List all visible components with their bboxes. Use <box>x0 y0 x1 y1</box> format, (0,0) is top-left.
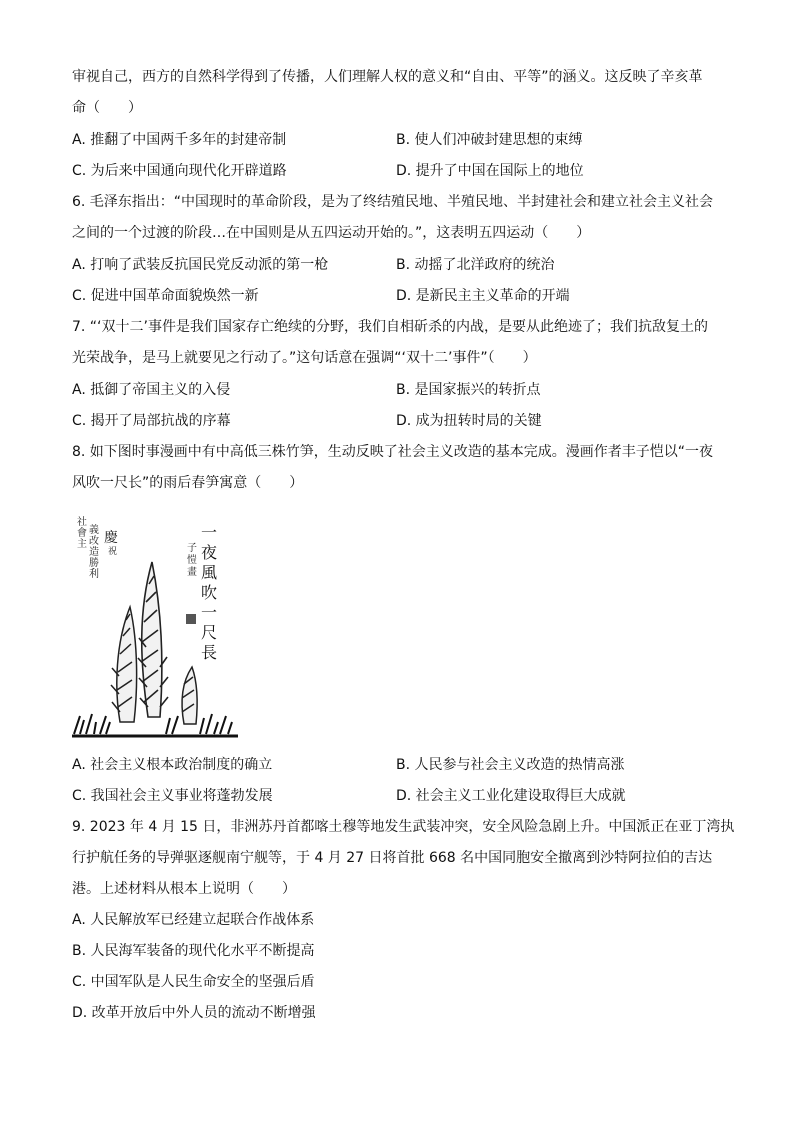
q5-stem-line2: 命（ ） <box>72 100 142 116</box>
q5-option-d: D. 提升了中国在国际上的地位 <box>396 163 584 179</box>
q9-stem-line2: 行护航任务的导弹驱逐舰南宁舰等，于 4 月 27 日将首批 668 名中国同胞安全撤离到沙特阿拉伯的吉达 <box>72 850 713 866</box>
q5-option-a: A. 推翻了中国两千多年的封建帝制 <box>72 132 287 148</box>
cartoon-signature: 子愷畫 <box>184 542 196 578</box>
q6-stem-line1: 6. 毛泽东指出：“中国现时的革命阶段，是为了终结殖民地、半殖民地、半封建社会和建立社会主义社会 <box>72 194 714 210</box>
q8-option-d: D. 社会主义工业化建设取得巨大成就 <box>396 788 626 804</box>
q7-stem-line2: 光荣战争，是马上就要见之行动了。”这句话意在强调“‘双十二’事件”（ ） <box>72 350 537 366</box>
svg-text:義改造勝利: 義改造勝利 <box>86 524 98 579</box>
q6-option-a: A. 打响了武装反抗国民党反动派的第一枪 <box>72 257 329 273</box>
cartoon-left-inscription: 社會主 <box>74 516 86 549</box>
q7-stem-line1: 7. “‘双十二’事件是我们国家存亡绝续的分野，我们自相斫杀的内战，是要从此绝迹了；我们抗敌复土的 <box>72 319 708 335</box>
medium-bamboo-shoot <box>111 607 137 722</box>
svg-text:祝: 祝 <box>108 547 118 557</box>
q8-option-c: C. 我国社会主义事业将蓬勃发展 <box>72 788 273 804</box>
q9-stem-line3: 港。上述材料从根本上说明（ ） <box>72 881 296 897</box>
q6-stem-line2: 之间的一个过渡的阶段…在中国则是从五四运动开始的。”，这表明五四运动（ ） <box>72 225 591 241</box>
q7-option-b: B. 是国家振兴的转折点 <box>396 382 541 398</box>
q8-stem-line2: 风吹一尺长”的雨后春笋寓意（ ） <box>72 475 304 491</box>
q6-option-b: B. 动摇了北洋政府的统治 <box>396 257 555 273</box>
q8-option-a: A. 社会主义根本政治制度的确立 <box>72 757 273 773</box>
q7-option-d: D. 成为扭转时局的关键 <box>396 413 542 429</box>
q5-stem-line1: 审视自己，西方的自然科学得到了传播，人们理解人权的意义和“自由、平等”的涵义。这反映了辛亥革 <box>72 69 703 85</box>
q7-option-c: C. 揭开了局部抗战的序幕 <box>72 413 231 429</box>
tall-bamboo-shoot <box>138 562 168 717</box>
bamboo-shoots-cartoon <box>70 502 240 742</box>
cartoon-title: 一夜風吹一尺長 <box>198 524 218 664</box>
q9-option-d: D. 改革开放后中外人员的流动不断增强 <box>72 1005 316 1021</box>
q9-option-b: B. 人民海军装备的现代化水平不断提高 <box>72 943 315 959</box>
q9-option-a: A. 人民解放军已经建立起联合作战体系 <box>72 912 315 928</box>
q7-option-a: A. 抵御了帝国主义的入侵 <box>72 382 231 398</box>
short-bamboo-shoot <box>182 667 197 724</box>
q6-option-d: D. 是新民主主义革命的开端 <box>396 288 570 304</box>
q5-option-c: C. 为后来中国通向现代化开辟道路 <box>72 163 287 179</box>
q5-option-b: B. 使人们冲破封建思想的束缚 <box>396 132 583 148</box>
q9-stem-line1: 9. 2023 年 4 月 15 日，非洲苏丹首都喀土穆等地发生武装冲突，安全风险急剧上升。中国派正在亚丁湾执 <box>72 819 735 835</box>
q9-option-c: C. 中国军队是人民生命安全的坚强后盾 <box>72 974 315 990</box>
q8-stem-line1: 8. 如下图时事漫画中有中高低三株竹笋，生动反映了社会主义改造的基本完成。漫画作者丰子恺以“一夜 <box>72 444 714 460</box>
q8-option-b: B. 人民参与社会主义改造的热情高涨 <box>396 757 625 773</box>
cartoon-qingzhu: 慶 <box>104 530 118 546</box>
q6-option-c: C. 促进中国革命面貌焕然一新 <box>72 288 259 304</box>
